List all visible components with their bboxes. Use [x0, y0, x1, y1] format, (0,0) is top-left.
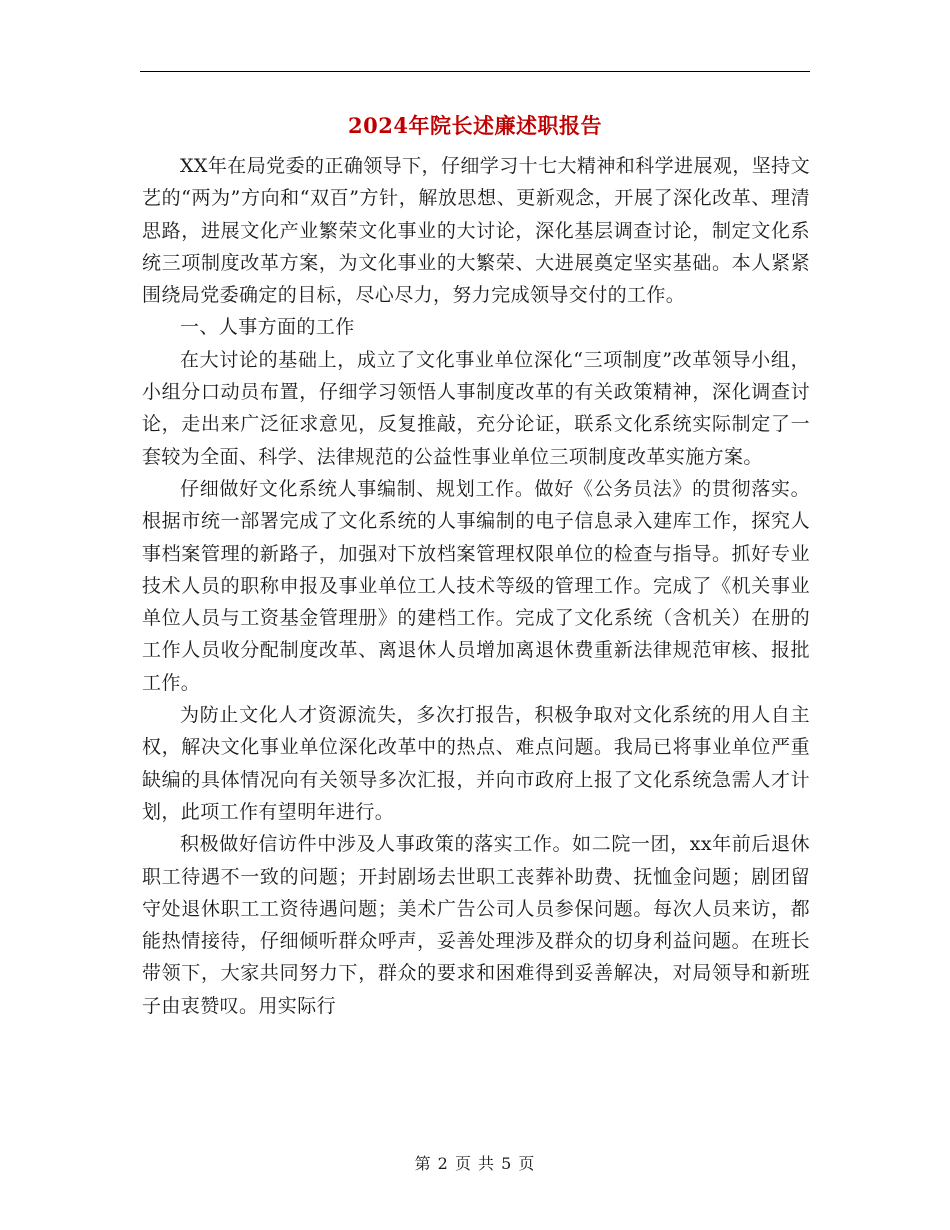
- header-rule: [140, 71, 810, 72]
- document-title: 2024年院长述廉述职报告: [348, 113, 602, 138]
- paragraph-reform: 在大讨论的基础上，成立了文化事业单位深化“三项制度”改革领导小组，小组分口动员布置，仔细学习领悟人事制度改革的有关政策精神，深化调查讨论，走出来广泛征求意见，反复推敲，充分论证，联系文化系统实际制定了一套较为全面、科学、法律规范的公益性事业单位三项制度改革实施方案。: [142, 348, 810, 468]
- paragraph-staffing: 仔细做好文化系统人事编制、规划工作。做好《公务员法》的贯彻落实。根据市统一部署完成了文化系统的人事编制的电子信息录入建库工作，探究人事档案管理的新路子，加强对下放档案管理权限单位的检查与指导。抓好专业技术人员的职称申报及事业单位工人技术等级的管理工作。完成了《机关事业单位人员与工资基金管理册》的建档工作。完成了文化系统（含机关）在册的工作人员收分配制度改革、离退休人员增加离退休费重新法律规范审核、报批工作。: [142, 477, 810, 694]
- page-number-footer: 第 2 页 共 5 页: [414, 1154, 536, 1173]
- paragraph-intro: XX年在局党委的正确领导下，仔细学习十七大精神和科学进展观，坚持文艺的“两为”方向和“双百”方针，解放思想、更新观念，开展了深化改革、理清思路，进展文化产业繁荣文化事业的大讨论，深化基层调查讨论，制定文化系统三项制度改革方案，为文化事业的大繁荣、大进展奠定坚实基础。本人紧紧围绕局党委确定的目标，尽心尽力，努力完成领导交付的工作。: [142, 155, 810, 307]
- paragraph-petitions: 积极做好信访件中涉及人事政策的落实工作。如二院一团，xx年前后退休职工待遇不一致的问题；开封剧场去世职工丧葬补助费、抚恤金问题；剧团留守处退休职工工资待遇问题；美术广告公司人员参保问题。每次人员来访，都能热情接待，仔细倾听群众呼声，妥善处理涉及群众的切身利益问题。在班长带领下，大家共同努力下，群众的要求和困难得到妥善解决，对局领导和新班子由衷赞叹。用实际行: [142, 833, 810, 1017]
- section-heading-personnel: 一、人事方面的工作: [180, 316, 355, 339]
- document-body: [142, 150, 810, 1022]
- paragraph-talent: 为防止文化人才资源流失，多次打报告，积极争取对文化系统的用人自主权，解决文化事业单位深化改革中的热点、难点问题。我局已将事业单位严重缺编的具体情况向有关领导多次汇报，并向市政府上报了文化系统急需人才计划，此项工作有望明年进行。: [142, 704, 810, 823]
